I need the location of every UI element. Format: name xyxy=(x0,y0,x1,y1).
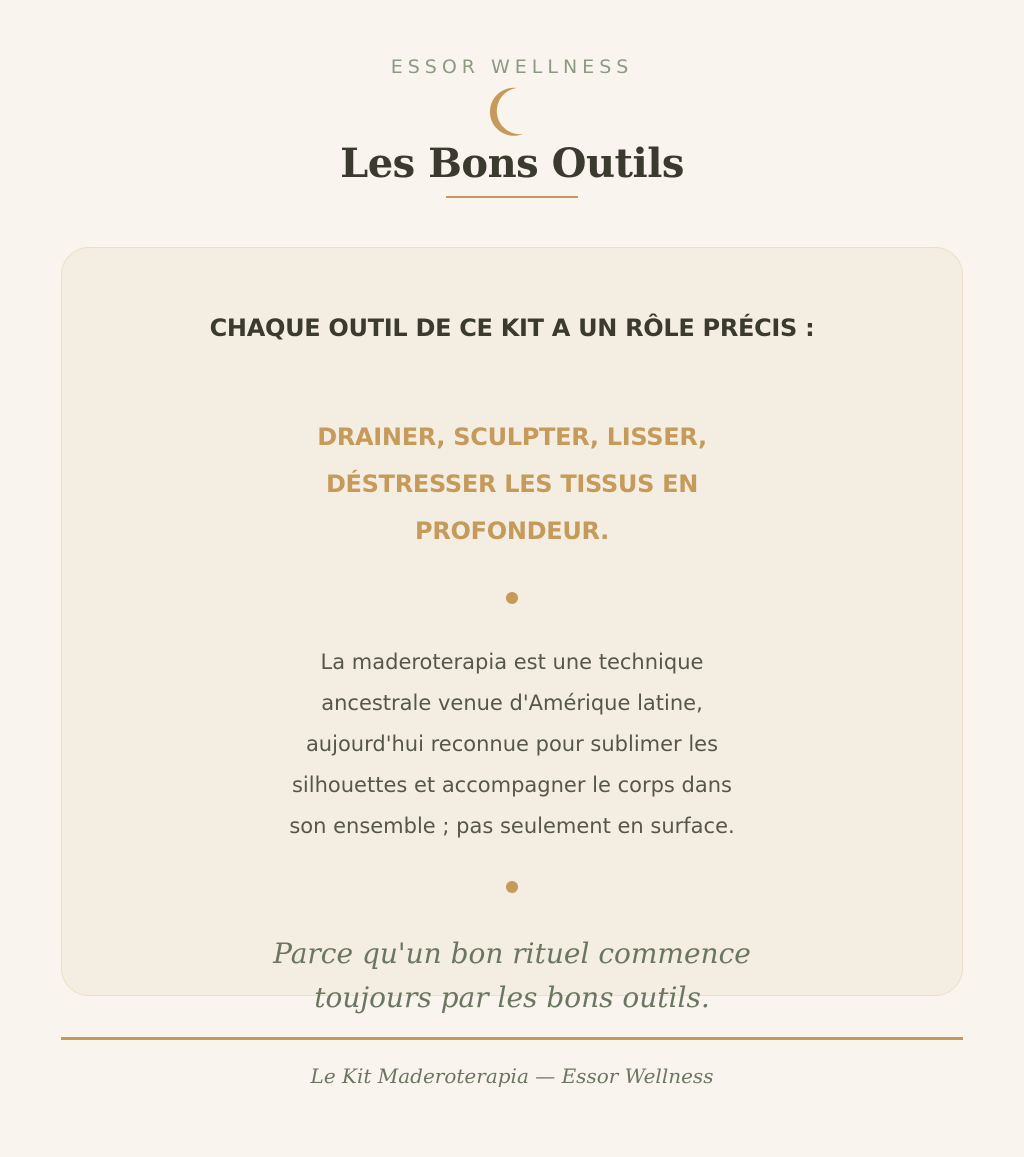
title-underline xyxy=(446,196,578,198)
highlight-line: DÉSTRESSER LES TISSUS EN xyxy=(325,470,699,498)
crescent-moon-icon xyxy=(487,86,537,138)
footer-divider xyxy=(61,1037,963,1040)
body-line: aujourd'hui reconnue pour sublimer les xyxy=(305,732,719,756)
highlight-text xyxy=(262,414,762,555)
brand-name: ESSOR WELLNESS xyxy=(390,56,634,78)
quote-line: Parce qu'un bon rituel commence xyxy=(273,937,751,970)
quote-line: toujours par les bons outils. xyxy=(314,981,710,1014)
highlight-line: DRAINER, SCULPTER, LISSER, xyxy=(317,423,707,451)
footer-text: Le Kit Maderoterapia — Essor Wellness xyxy=(310,1064,714,1088)
body-line: ancestrale venue d'Amérique latine, xyxy=(321,691,703,715)
page-title: Les Bons Outils xyxy=(340,140,684,187)
divider-dot xyxy=(506,881,518,893)
body-paragraph xyxy=(232,642,792,847)
quote-text xyxy=(212,932,812,1020)
body-line: silhouettes et accompagner le corps dans xyxy=(291,773,732,797)
highlight-line: PROFONDEUR. xyxy=(415,517,609,545)
divider-dot xyxy=(506,592,518,604)
card-heading: CHAQUE OUTIL DE CE KIT A UN RÔLE PRÉCIS : xyxy=(209,314,815,342)
body-line: son ensemble ; pas seulement en surface. xyxy=(289,814,735,838)
body-line: La maderoterapia est une technique xyxy=(320,650,704,674)
